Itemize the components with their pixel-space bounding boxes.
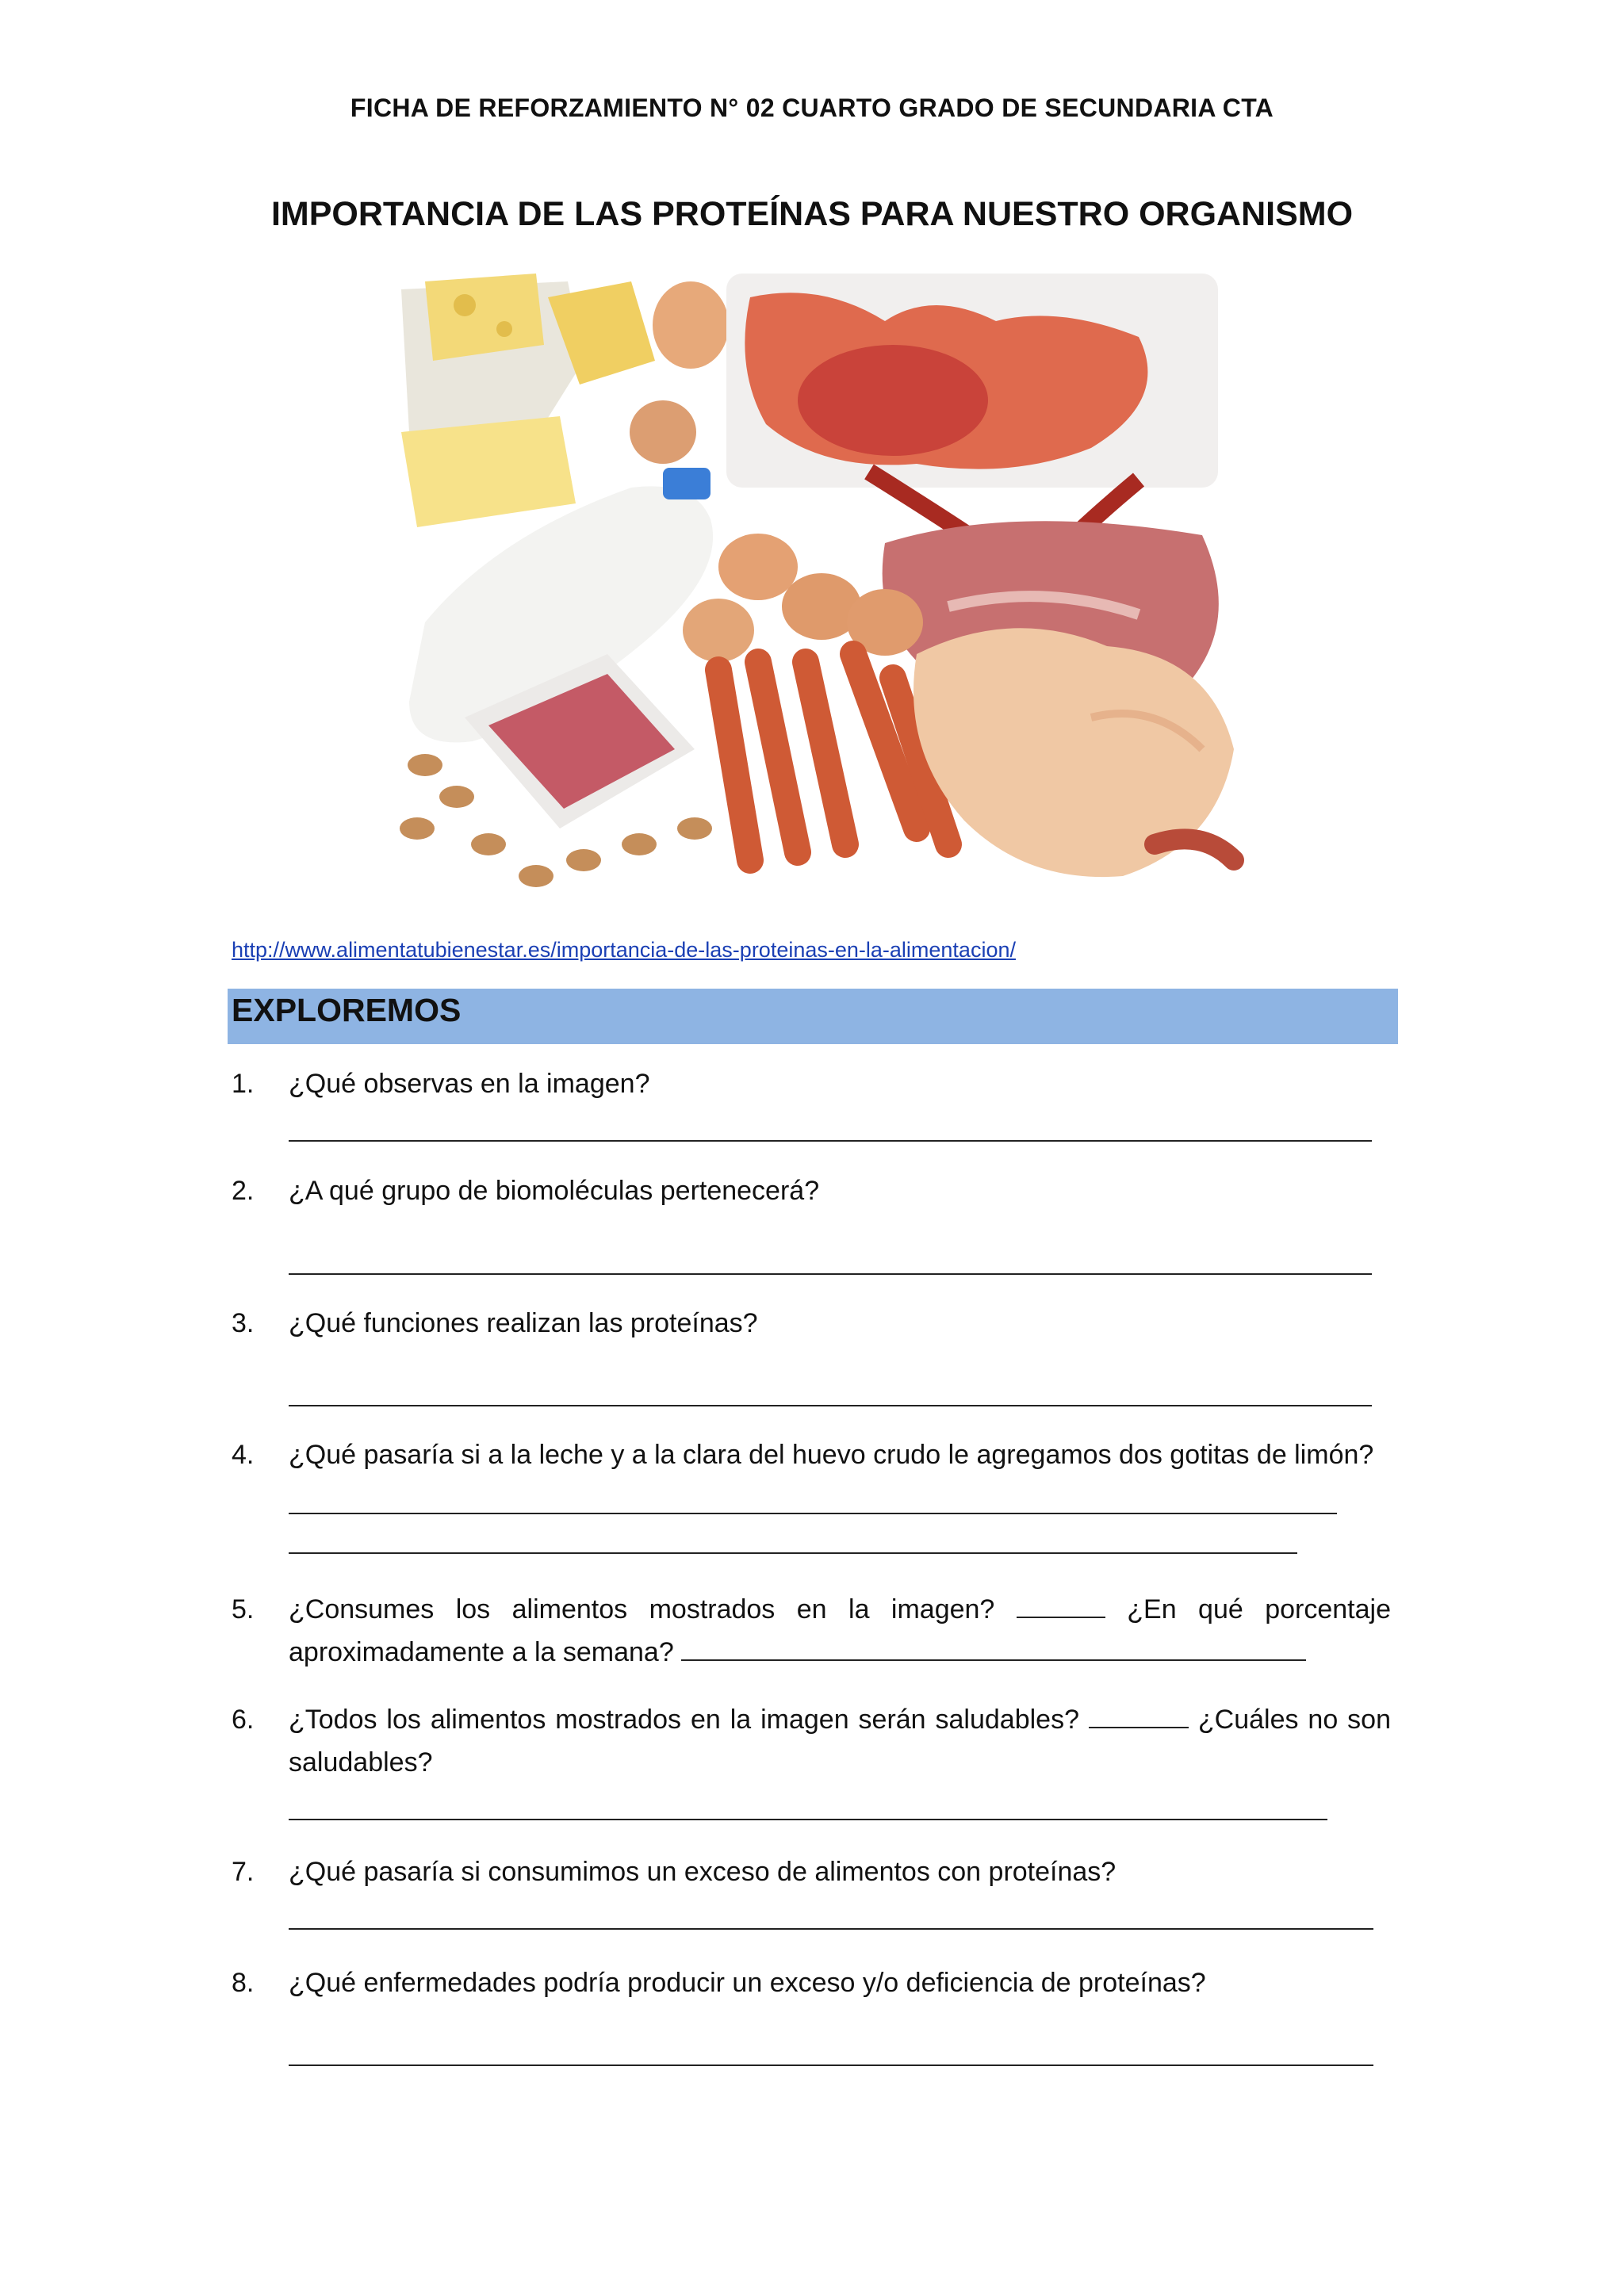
answer-line[interactable] xyxy=(289,1513,1337,1514)
question-number: 6. xyxy=(232,1705,255,1735)
protein-foods-image xyxy=(377,274,1253,908)
worksheet-header: FICHA DE REFORZAMIENTO N° 02 CUARTO GRADO DE SECUNDARIA CTA xyxy=(350,94,1274,122)
question-text-line-1 xyxy=(289,1705,1391,1735)
answer-blank[interactable] xyxy=(681,1639,1306,1661)
question-text: ¿Cuáles no son xyxy=(1197,1705,1391,1735)
question-number: 5. xyxy=(232,1594,255,1624)
answer-line[interactable] xyxy=(289,1140,1372,1142)
question-text: ¿Qué enfermedades podría producir un exceso y/o deficiencia de proteínas? xyxy=(289,1968,1206,1998)
protein-foods-photo-icon xyxy=(377,274,1253,908)
question-number: 2. xyxy=(232,1176,255,1206)
section-title: EXPLOREMOS xyxy=(232,992,462,1028)
question-number: 1. xyxy=(232,1069,255,1099)
question-text: ¿Qué pasaría si consumimos un exceso de alimentos con proteínas? xyxy=(289,1857,1116,1887)
question-text: ¿Todos los alimentos mostrados en la imagen serán saludables? xyxy=(289,1705,1079,1735)
question-text: ¿A qué grupo de biomoléculas pertenecerá? xyxy=(289,1176,820,1206)
question-number: 3. xyxy=(232,1308,255,1338)
question-text: aproximadamente a la semana? xyxy=(289,1637,674,1667)
question-text-line-2 xyxy=(289,1637,1306,1668)
answer-line[interactable] xyxy=(289,1405,1372,1406)
short-answer-blank[interactable] xyxy=(1017,1596,1105,1618)
question-text: ¿Consumes los alimentos mostrados en la imagen? xyxy=(289,1594,995,1624)
answer-line[interactable] xyxy=(289,1819,1327,1820)
question-text: ¿Qué pasaría si a la leche y a la clara del huevo crudo le agregamos dos gotitas de limón? xyxy=(289,1440,1374,1470)
answer-line[interactable] xyxy=(289,1552,1297,1554)
source-link[interactable]: http://www.alimentatubienestar.es/importancia-de-las-proteinas-en-la-alimentacion/ xyxy=(232,938,1016,962)
question-text: saludables? xyxy=(289,1747,433,1777)
answer-line[interactable] xyxy=(289,1273,1372,1275)
question-number: 4. xyxy=(232,1440,255,1470)
section-header-bar xyxy=(228,989,1398,1044)
page-title: IMPORTANCIA DE LAS PROTEÍNAS PARA NUESTRO ORGANISMO xyxy=(270,195,1354,233)
short-answer-blank[interactable] xyxy=(1089,1706,1189,1728)
question-text: ¿Qué observas en la imagen? xyxy=(289,1069,650,1099)
answer-line[interactable] xyxy=(289,1928,1373,1930)
question-text-line-1 xyxy=(289,1594,1391,1625)
question-text: ¿En qué porcentaje xyxy=(1127,1594,1391,1624)
question-number: 8. xyxy=(232,1968,255,1998)
question-text: ¿Qué funciones realizan las proteínas? xyxy=(289,1308,758,1338)
answer-line[interactable] xyxy=(289,2064,1373,2066)
question-number: 7. xyxy=(232,1857,255,1887)
